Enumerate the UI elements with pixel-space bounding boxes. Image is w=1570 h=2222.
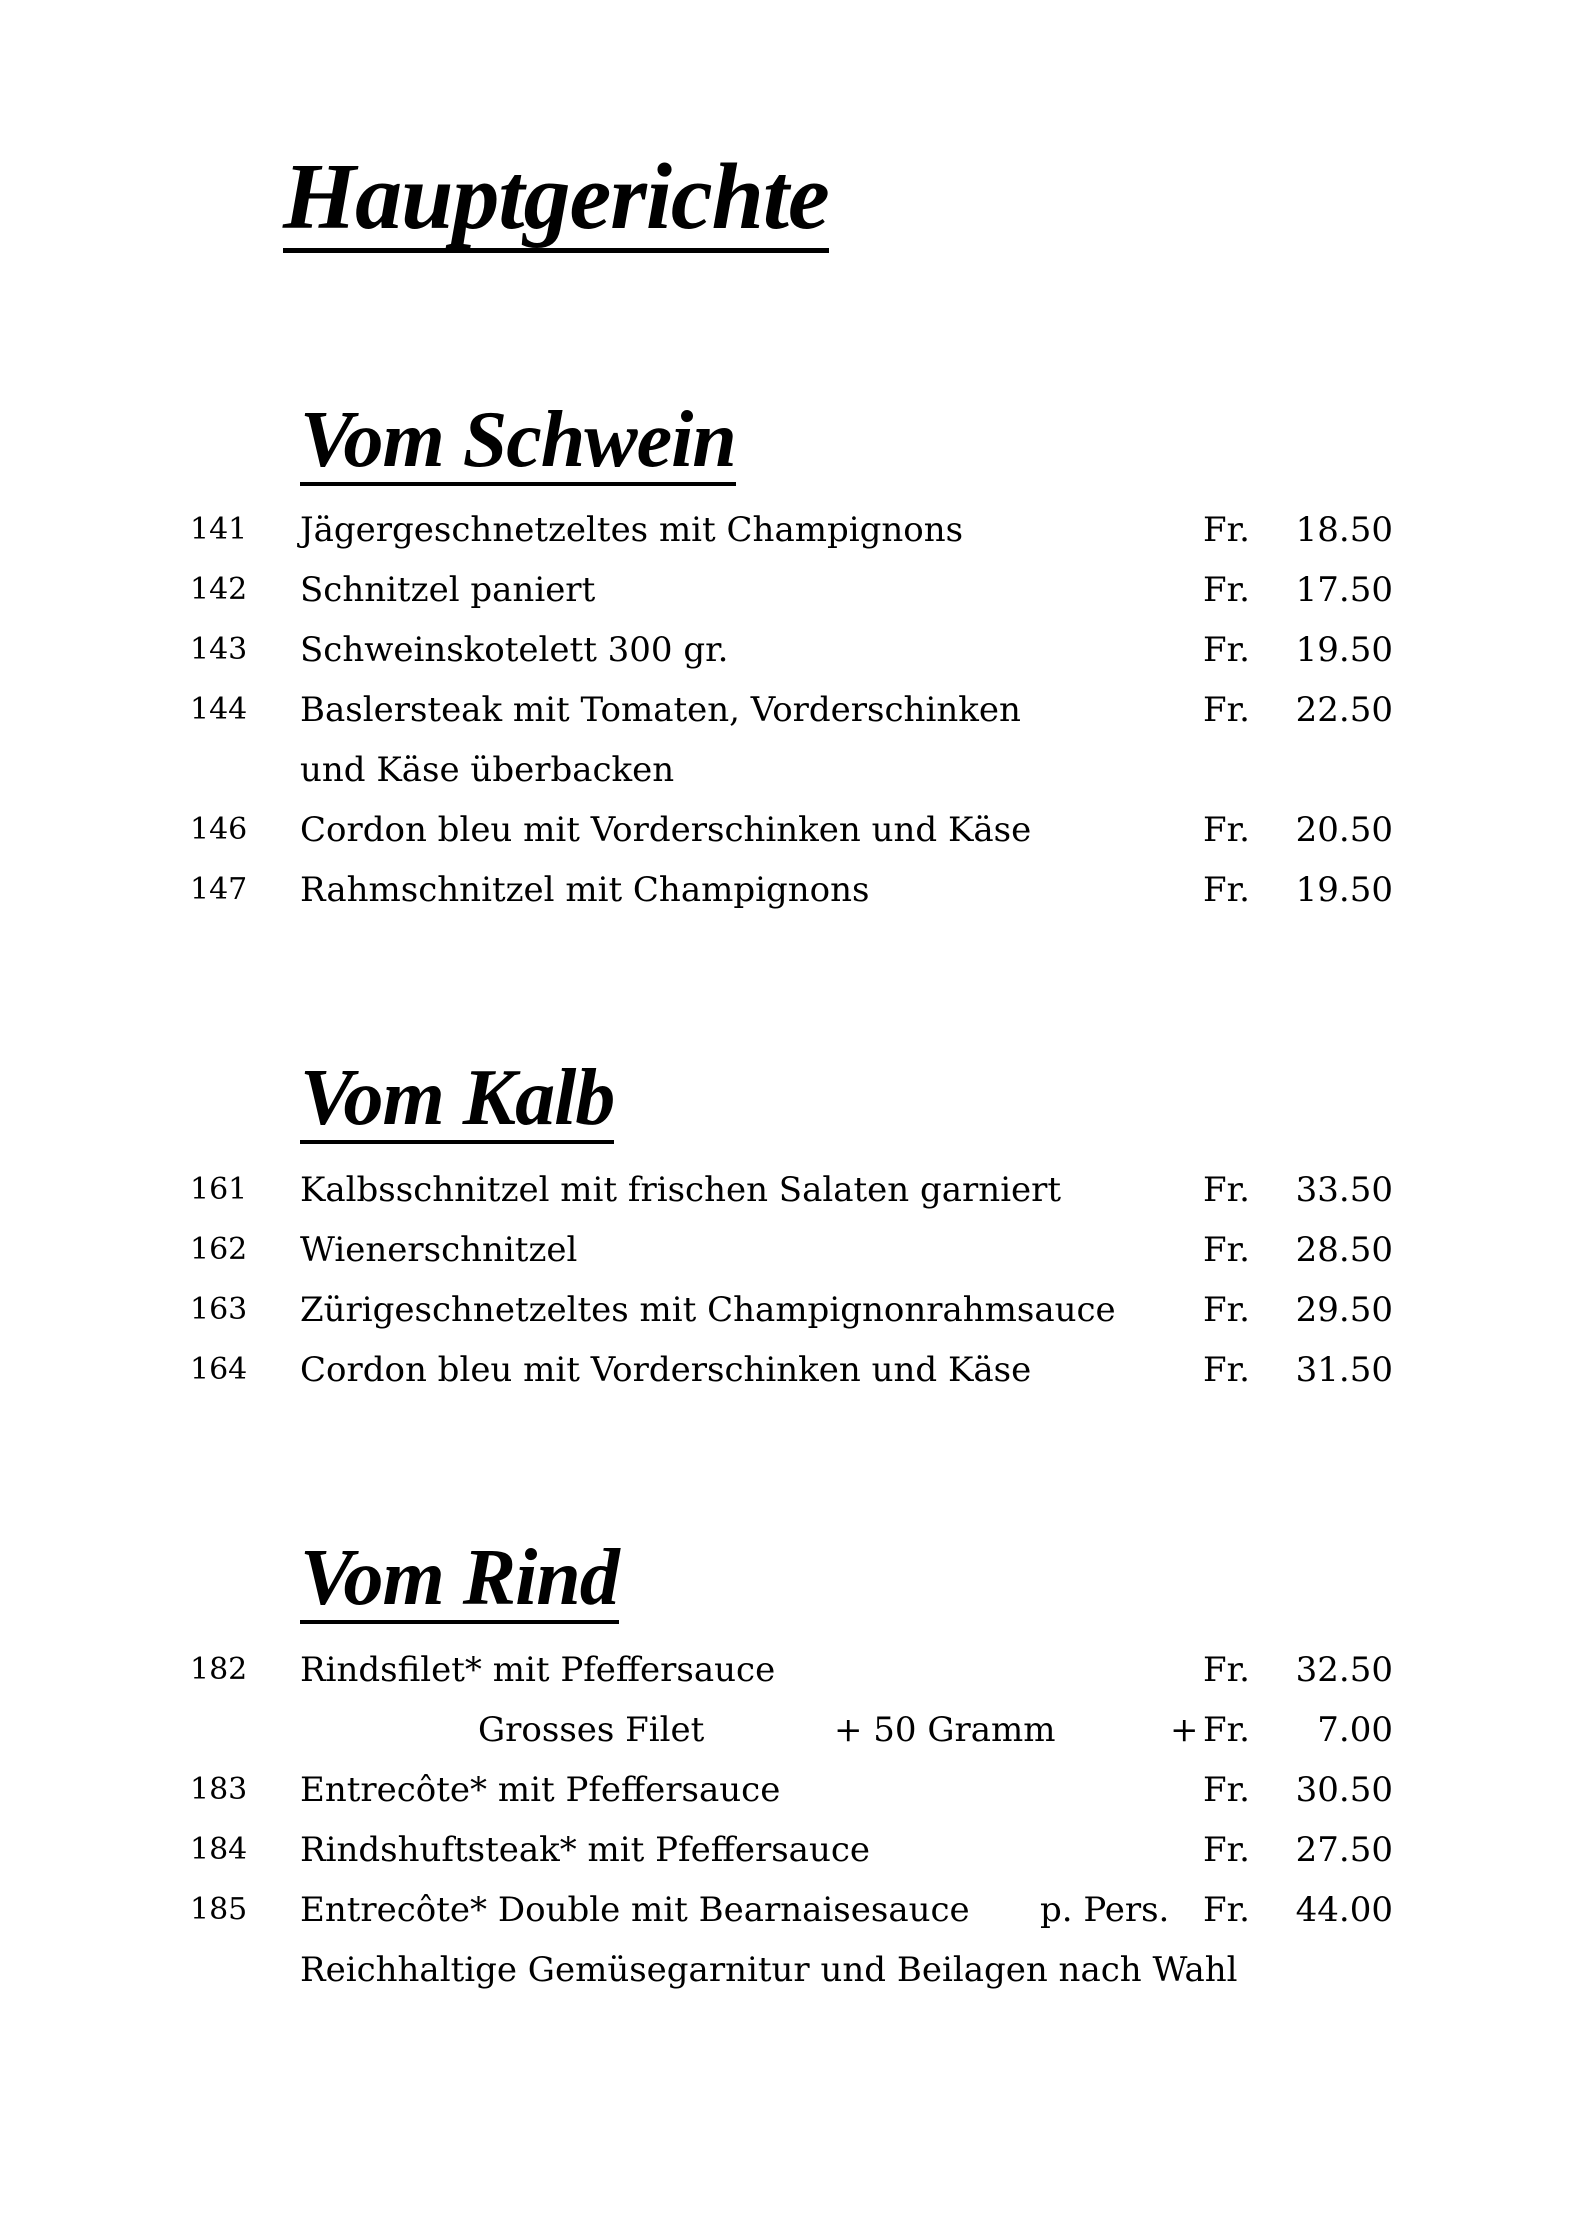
item-currency: Fr. (1203, 690, 1250, 730)
item-number: 184 (190, 1832, 248, 1867)
menu-item-continuation (0, 740, 1570, 800)
item-number: 182 (190, 1652, 248, 1687)
menu-item (0, 560, 1570, 620)
option-price-prefix: + (1170, 1710, 1199, 1750)
section-schwein-list (0, 500, 1570, 920)
item-currency: Fr. (1203, 810, 1250, 850)
menu-item (0, 1220, 1570, 1280)
menu-item (0, 620, 1570, 680)
item-name: Cordon bleu mit Vorderschinken und Käse (300, 810, 1032, 850)
item-name: Kalbsschnitzel mit frischen Salaten garniert (300, 1170, 1062, 1210)
item-number: 146 (190, 812, 248, 847)
menu-item (0, 1340, 1570, 1400)
item-price: 30.50 (1295, 1770, 1393, 1810)
item-currency: Fr. (1203, 1170, 1250, 1210)
item-currency: Fr. (1203, 1650, 1250, 1690)
item-number: 144 (190, 692, 248, 727)
item-number: 147 (190, 872, 248, 907)
menu-footnote (0, 1940, 1570, 2000)
menu-item (0, 1760, 1570, 1820)
item-currency: Fr. (1203, 570, 1250, 610)
menu-item (0, 800, 1570, 860)
menu-item (0, 680, 1570, 740)
item-name: Cordon bleu mit Vorderschinken und Käse (300, 1350, 1032, 1390)
item-name: Schweinskotelett 300 gr. (300, 630, 729, 670)
item-number: 164 (190, 1352, 248, 1387)
item-price: 28.50 (1295, 1230, 1393, 1270)
item-price: 33.50 (1295, 1170, 1393, 1210)
item-price: 20.50 (1295, 810, 1393, 850)
section-kalb-list (0, 1160, 1570, 1400)
item-price: 7.00 (1317, 1710, 1393, 1750)
item-name: Schnitzel paniert (300, 570, 596, 610)
item-name-continuation: und Käse überbacken (300, 750, 675, 790)
item-name: Jägergeschnetzeltes mit Champignons (300, 510, 964, 550)
item-number: 183 (190, 1772, 248, 1807)
footnote-text: Reichhaltige Gemüsegarnitur und Beilagen nach Wahl (300, 1950, 1238, 1990)
item-name: Rahmschnitzel mit Champignons (300, 870, 870, 910)
item-number: 143 (190, 632, 248, 667)
item-currency: Fr. (1203, 1770, 1250, 1810)
section-title-schwein: Vom Schwein (300, 396, 736, 484)
item-price: 19.50 (1295, 870, 1393, 910)
section-rind-list (0, 1640, 1570, 2000)
item-price: 19.50 (1295, 630, 1393, 670)
item-price: 29.50 (1295, 1290, 1393, 1330)
section-title-rind: Vom Rind (300, 1534, 619, 1622)
menu-item (0, 1280, 1570, 1340)
item-name: Baslersteak mit Tomaten, Vorderschinken (300, 690, 1021, 730)
menu-item (0, 1820, 1570, 1880)
item-currency: Fr. (1203, 510, 1250, 550)
item-price: 27.50 (1295, 1830, 1393, 1870)
item-number: 185 (190, 1892, 248, 1927)
item-name: Entrecôte* mit Pfeffersauce (300, 1770, 781, 1810)
menu-item (0, 1880, 1570, 1940)
item-currency: Fr. (1203, 1350, 1250, 1390)
item-currency: Fr. (1203, 630, 1250, 670)
menu-item-option (0, 1700, 1570, 1760)
page-title: Hauptgerichte (283, 150, 829, 253)
item-price: 22.50 (1295, 690, 1393, 730)
item-currency: Fr. (1203, 870, 1250, 910)
item-price: 18.50 (1295, 510, 1393, 550)
menu-item (0, 1640, 1570, 1700)
item-number: 141 (190, 512, 248, 547)
item-number: 161 (190, 1172, 248, 1207)
item-currency: Fr. (1203, 1710, 1250, 1750)
item-number: 163 (190, 1292, 248, 1327)
item-price: 17.50 (1295, 570, 1393, 610)
item-currency: Fr. (1203, 1290, 1250, 1330)
item-name: Entrecôte* Double mit Bearnaisesauce (300, 1890, 970, 1930)
item-number: 142 (190, 572, 248, 607)
menu-item (0, 860, 1570, 920)
item-name: Rindsfilet* mit Pfeffersauce (300, 1650, 776, 1690)
menu-item (0, 1160, 1570, 1220)
item-note: p. Pers. (1040, 1890, 1170, 1930)
section-title-kalb: Vom Kalb (300, 1054, 615, 1142)
item-name: Rindshuftsteak* mit Pfeffersauce (300, 1830, 871, 1870)
item-number: 162 (190, 1232, 248, 1267)
item-name: Zürigeschnetzeltes mit Champignonrahmsauce (300, 1290, 1116, 1330)
item-currency: Fr. (1203, 1230, 1250, 1270)
item-name: Wienerschnitzel (300, 1230, 578, 1270)
item-price: 31.50 (1295, 1350, 1393, 1390)
menu-item (0, 500, 1570, 560)
item-currency: Fr. (1203, 1830, 1250, 1870)
item-price: 44.00 (1295, 1890, 1393, 1930)
option-amount: + 50 Gramm (834, 1710, 1056, 1750)
item-price: 32.50 (1295, 1650, 1393, 1690)
item-currency: Fr. (1203, 1890, 1250, 1930)
option-label: Grosses Filet (478, 1710, 705, 1750)
